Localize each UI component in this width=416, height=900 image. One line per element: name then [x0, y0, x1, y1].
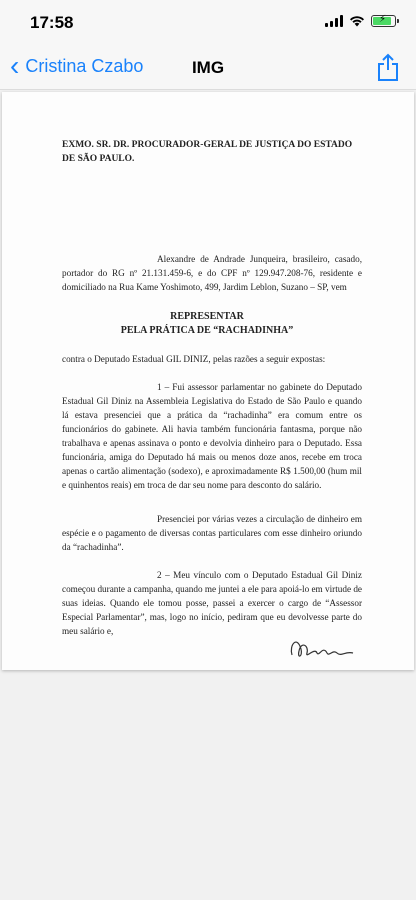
chevron-left-icon: ‹ [10, 50, 20, 81]
navigation-bar [0, 46, 416, 90]
title-line-2: PELA PRÁTICA DE “RACHADINHA” [120, 325, 294, 336]
document-viewer[interactable] [0, 90, 416, 900]
status-icons [325, 15, 396, 27]
wifi-icon [349, 15, 365, 27]
battery-icon: ⚡ [371, 15, 396, 27]
status-time: 17:58 [30, 13, 74, 32]
status-bar [0, 0, 416, 46]
share-icon[interactable] [376, 52, 400, 82]
cellular-signal-icon [325, 15, 343, 27]
title-line-1: REPRESENTAR [170, 311, 244, 322]
against-paragraph: contra o Deputado Estadual GIL DINIZ, pelas razões a seguir expostas: [62, 354, 326, 364]
back-button-label: Cristina Czabo [25, 55, 144, 76]
nav-title: IMG [191, 58, 225, 77]
intro-paragraph: Alexandre de Andrade Junqueira, brasileiro, casado, portador do RG nº 21.131.459-6, e do CPF nº 129.947.208-76, residente e domiciliado na Rua Kame Yoshimoto, 499, Jardim Leblon, Suzano – SP, vem [62, 254, 362, 292]
document-heading: EXMO. SR. DR. PROCURADOR-GERAL DE JUSTIÇA DO ESTADO DE SÃO PAULO. [62, 140, 353, 164]
paragraph-2: Presenciei por várias vezes a circulação de dinheiro em espécie e o pagamento de diversas contas particulares com esse dinheiro oriundo da “rachadinha”. [62, 514, 362, 552]
paragraph-3: 2 – Meu vínculo com o Deputado Estadual Gil Diniz começou durante a campanha, quando me juntei a ele para apoiá-lo em virtude de suas ideias. Quando ele tomou posse, passei a exercer o cargo de “Assessor Especial Parlamentar”, mas, logo no início, pediram que eu devolvesse parte do meu salário e, [62, 570, 362, 636]
back-button[interactable] [10, 52, 143, 80]
document-page [2, 92, 414, 670]
paragraph-1: 1 – Fui assessor parlamentar no gabinete do Deputado Estadual Gil Diniz na Assembleia Legislativa do Estado de São Paulo e quando lá estava presenciei que a prática da “rachadinha” era comum entre os funcionários do gabinete. Ali havia também funcionária fantasma, porque não trabalhava e apenas assinava o ponto e devolvia dinheiro para o Deputado. Essa funcionária, amiga do Deputado há mais ou menos doze anos, recebe em troca apenas o cartão alimentação (sodexo), e aproximadamente R$ 1.500,00 (hum mil e quinhentos reais) em troca de dar seu nome para desconto do salário. [62, 382, 362, 490]
signature-scribble [287, 627, 357, 667]
